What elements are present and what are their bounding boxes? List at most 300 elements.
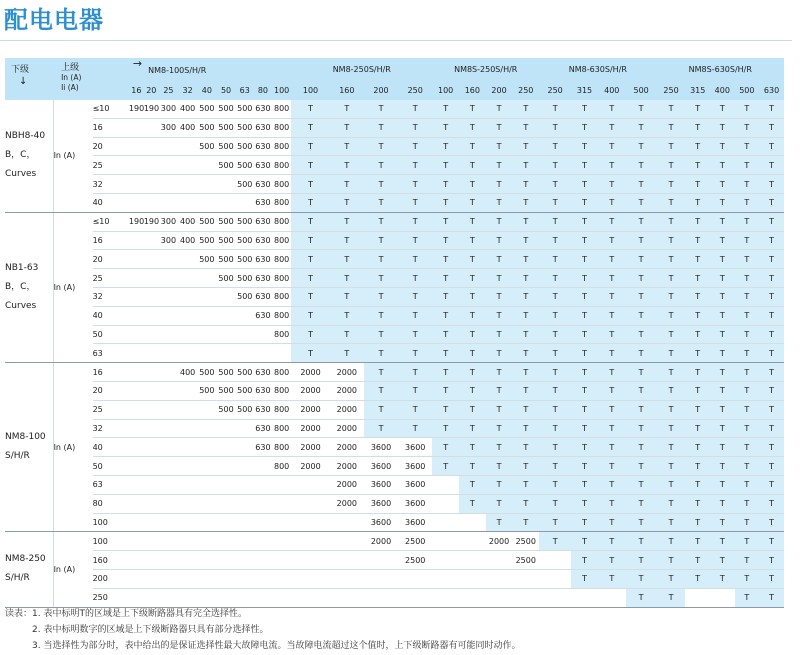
- empty-cell: [129, 494, 144, 513]
- full-selectivity-cell: T: [685, 175, 710, 194]
- full-selectivity-cell: T: [710, 551, 735, 570]
- empty-cell: [144, 193, 159, 212]
- empty-cell: [129, 231, 144, 250]
- full-selectivity-cell: T: [657, 569, 686, 588]
- partial-selectivity-cell: 800: [272, 118, 291, 137]
- empty-cell: [291, 569, 329, 588]
- partial-selectivity-cell: 800: [272, 231, 291, 250]
- full-selectivity-cell: T: [486, 175, 513, 194]
- partial-selectivity-cell: 630: [254, 400, 272, 419]
- full-selectivity-cell: T: [486, 325, 513, 344]
- full-selectivity-cell: T: [432, 118, 459, 137]
- full-selectivity-cell: T: [710, 137, 735, 156]
- full-selectivity-cell: T: [626, 175, 657, 194]
- full-selectivity-cell: T: [398, 306, 432, 325]
- partial-selectivity-cell: 630: [254, 137, 272, 156]
- empty-cell: [272, 344, 291, 363]
- partial-selectivity-cell: 400: [178, 363, 197, 382]
- empty-cell: [512, 569, 539, 588]
- empty-cell: [129, 438, 144, 457]
- full-selectivity-cell: T: [364, 419, 398, 438]
- full-selectivity-cell: T: [512, 381, 539, 400]
- empty-cell: [254, 475, 272, 494]
- table-row: [5, 250, 784, 269]
- full-selectivity-cell: T: [459, 100, 486, 118]
- empty-cell: [216, 175, 235, 194]
- full-selectivity-cell: T: [759, 588, 784, 607]
- partial-selectivity-cell: 3600: [364, 438, 398, 457]
- empty-cell: [144, 457, 159, 476]
- in-unit-label: In (A): [61, 73, 82, 82]
- empty-cell: [364, 551, 398, 570]
- device-name-line: S/H/R: [5, 451, 30, 462]
- full-selectivity-cell: T: [539, 231, 571, 250]
- full-selectivity-cell: T: [539, 363, 571, 382]
- full-selectivity-cell: T: [539, 400, 571, 419]
- empty-cell: [197, 457, 216, 476]
- full-selectivity-cell: T: [710, 438, 735, 457]
- full-selectivity-cell: T: [512, 325, 539, 344]
- full-selectivity-cell: T: [571, 250, 598, 269]
- full-selectivity-cell: T: [598, 137, 626, 156]
- full-selectivity-cell: T: [330, 250, 364, 269]
- full-selectivity-cell: T: [486, 156, 513, 175]
- full-selectivity-cell: T: [626, 156, 657, 175]
- table-row: [5, 325, 784, 344]
- full-selectivity-cell: T: [432, 363, 459, 382]
- rating-header-cell: 160: [464, 85, 480, 95]
- rating-header-cell: 25: [163, 85, 174, 95]
- full-selectivity-cell: T: [626, 344, 657, 363]
- empty-cell: [197, 551, 216, 570]
- full-selectivity-cell: T: [486, 400, 513, 419]
- partial-selectivity-cell: 800: [272, 457, 291, 476]
- full-selectivity-cell: T: [657, 551, 686, 570]
- full-selectivity-cell: T: [512, 231, 539, 250]
- full-selectivity-cell: T: [710, 381, 735, 400]
- device-name-line: NB1-63: [5, 262, 39, 273]
- full-selectivity-cell: T: [330, 344, 364, 363]
- table-row: [5, 513, 784, 532]
- empty-cell: [144, 118, 159, 137]
- device-name-line: S/H/R: [5, 573, 30, 584]
- current-rating-cell: 100: [93, 532, 129, 551]
- rating-header-cell: 250: [663, 85, 679, 95]
- full-selectivity-cell: T: [685, 551, 710, 570]
- full-selectivity-cell: T: [432, 306, 459, 325]
- full-selectivity-cell: T: [486, 193, 513, 212]
- full-selectivity-cell: T: [598, 156, 626, 175]
- current-rating-cell: 25: [93, 400, 129, 419]
- full-selectivity-cell: T: [710, 193, 735, 212]
- full-selectivity-cell: T: [626, 588, 657, 607]
- full-selectivity-cell: T: [398, 118, 432, 137]
- full-selectivity-cell: T: [657, 137, 686, 156]
- empty-cell: [129, 551, 144, 570]
- empty-cell: [432, 494, 459, 513]
- empty-cell: [144, 175, 159, 194]
- empty-cell: [129, 419, 144, 438]
- device-name-cell: [5, 212, 53, 362]
- empty-cell: [144, 532, 159, 551]
- table-row: [5, 193, 784, 212]
- full-selectivity-cell: T: [598, 438, 626, 457]
- empty-cell: [236, 588, 254, 607]
- partial-selectivity-cell: 2000: [291, 457, 329, 476]
- empty-cell: [291, 494, 329, 513]
- full-selectivity-cell: T: [364, 344, 398, 363]
- full-selectivity-cell: T: [291, 231, 329, 250]
- empty-cell: [144, 419, 159, 438]
- full-selectivity-cell: T: [657, 494, 686, 513]
- full-selectivity-cell: T: [539, 306, 571, 325]
- table-row: [5, 156, 784, 175]
- in-unit-label: In (A): [53, 532, 93, 607]
- full-selectivity-cell: T: [486, 250, 513, 269]
- empty-cell: [486, 588, 513, 607]
- full-selectivity-cell: T: [759, 100, 784, 118]
- device-name-line: NM8-100: [5, 432, 46, 443]
- partial-selectivity-cell: 630: [254, 250, 272, 269]
- table-row: [5, 438, 784, 457]
- full-selectivity-cell: T: [735, 269, 760, 288]
- full-selectivity-cell: T: [735, 250, 760, 269]
- full-selectivity-cell: T: [710, 344, 735, 363]
- partial-selectivity-cell: 800: [272, 100, 291, 118]
- full-selectivity-cell: T: [291, 250, 329, 269]
- rating-header-cell: 500: [633, 85, 649, 95]
- empty-cell: [159, 569, 178, 588]
- full-selectivity-cell: T: [486, 363, 513, 382]
- partial-selectivity-cell: 630: [254, 175, 272, 194]
- full-selectivity-cell: T: [759, 175, 784, 194]
- full-selectivity-cell: T: [459, 475, 486, 494]
- ii-unit-label: Ii (A): [61, 83, 79, 92]
- empty-cell: [178, 381, 197, 400]
- full-selectivity-cell: T: [432, 419, 459, 438]
- empty-cell: [178, 400, 197, 419]
- full-selectivity-cell: T: [398, 325, 432, 344]
- full-selectivity-cell: T: [432, 457, 459, 476]
- full-selectivity-cell: T: [539, 193, 571, 212]
- empty-cell: [197, 475, 216, 494]
- empty-cell: [144, 569, 159, 588]
- full-selectivity-cell: T: [735, 457, 760, 476]
- partial-selectivity-cell: 800: [272, 137, 291, 156]
- empty-cell: [144, 475, 159, 494]
- empty-cell: [197, 344, 216, 363]
- empty-cell: [129, 457, 144, 476]
- full-selectivity-cell: T: [626, 569, 657, 588]
- full-selectivity-cell: T: [486, 231, 513, 250]
- table-row: [5, 363, 784, 382]
- partial-selectivity-cell: 500: [216, 269, 235, 288]
- full-selectivity-cell: T: [685, 532, 710, 551]
- empty-cell: [159, 551, 178, 570]
- empty-cell: [178, 137, 197, 156]
- full-selectivity-cell: T: [571, 475, 598, 494]
- full-selectivity-cell: T: [657, 212, 686, 231]
- full-selectivity-cell: T: [364, 193, 398, 212]
- empty-cell: [144, 137, 159, 156]
- partial-selectivity-cell: 630: [254, 306, 272, 325]
- current-rating-cell: 16: [93, 118, 129, 137]
- full-selectivity-cell: T: [626, 325, 657, 344]
- empty-cell: [144, 494, 159, 513]
- full-selectivity-cell: T: [735, 175, 760, 194]
- full-selectivity-cell: T: [657, 193, 686, 212]
- full-selectivity-cell: T: [459, 419, 486, 438]
- full-selectivity-cell: T: [291, 137, 329, 156]
- full-selectivity-cell: T: [512, 400, 539, 419]
- empty-cell: [216, 325, 235, 344]
- empty-cell: [144, 156, 159, 175]
- table-row: [5, 287, 784, 306]
- empty-cell: [512, 588, 539, 607]
- full-selectivity-cell: T: [571, 325, 598, 344]
- empty-cell: [178, 513, 197, 532]
- full-selectivity-cell: T: [735, 306, 760, 325]
- partial-selectivity-cell: 300: [159, 212, 178, 231]
- partial-selectivity-cell: 630: [254, 287, 272, 306]
- empty-cell: [197, 569, 216, 588]
- empty-cell: [129, 363, 144, 382]
- empty-cell: [216, 344, 235, 363]
- empty-cell: [197, 306, 216, 325]
- full-selectivity-cell: T: [598, 193, 626, 212]
- full-selectivity-cell: T: [735, 494, 760, 513]
- empty-cell: [216, 457, 235, 476]
- partial-selectivity-cell: 500: [197, 137, 216, 156]
- partial-selectivity-cell: 500: [236, 381, 254, 400]
- empty-cell: [216, 569, 235, 588]
- full-selectivity-cell: T: [759, 344, 784, 363]
- full-selectivity-cell: T: [598, 457, 626, 476]
- full-selectivity-cell: T: [735, 532, 760, 551]
- partial-selectivity-cell: 2000: [330, 494, 364, 513]
- note-item: 2. 表中标明数字的区域是上下级断路器只具有部分选择性。: [32, 625, 269, 635]
- empty-cell: [178, 551, 197, 570]
- note-row: [5, 606, 520, 622]
- empty-cell: [197, 287, 216, 306]
- full-selectivity-cell: T: [598, 175, 626, 194]
- table-body: [5, 100, 784, 607]
- device-name-line: Curves: [5, 169, 37, 180]
- full-selectivity-cell: T: [759, 475, 784, 494]
- full-selectivity-cell: T: [759, 325, 784, 344]
- empty-cell: [178, 419, 197, 438]
- partial-selectivity-cell: 800: [272, 306, 291, 325]
- empty-cell: [685, 588, 710, 607]
- empty-cell: [197, 269, 216, 288]
- partial-selectivity-cell: 2000: [330, 457, 364, 476]
- full-selectivity-cell: T: [735, 156, 760, 175]
- full-selectivity-cell: T: [512, 250, 539, 269]
- empty-cell: [236, 475, 254, 494]
- empty-cell: [129, 325, 144, 344]
- empty-cell: [330, 588, 364, 607]
- full-selectivity-cell: T: [657, 400, 686, 419]
- current-rating-cell: 25: [93, 156, 129, 175]
- partial-selectivity-cell: 630: [254, 363, 272, 382]
- full-selectivity-cell: T: [626, 118, 657, 137]
- full-selectivity-cell: T: [486, 269, 513, 288]
- partial-selectivity-cell: 800: [272, 438, 291, 457]
- full-selectivity-cell: T: [512, 306, 539, 325]
- full-selectivity-cell: T: [364, 231, 398, 250]
- empty-cell: [144, 381, 159, 400]
- full-selectivity-cell: T: [364, 400, 398, 419]
- partial-selectivity-cell: 400: [178, 212, 197, 231]
- partial-selectivity-cell: 2000: [291, 400, 329, 419]
- empty-cell: [459, 588, 486, 607]
- partial-selectivity-cell: 500: [216, 381, 235, 400]
- rating-header-cell: 100: [302, 85, 319, 95]
- empty-cell: [236, 569, 254, 588]
- partial-selectivity-cell: 800: [272, 400, 291, 419]
- full-selectivity-cell: T: [364, 100, 398, 118]
- empty-cell: [364, 569, 398, 588]
- empty-cell: [486, 551, 513, 570]
- full-selectivity-cell: T: [759, 137, 784, 156]
- full-selectivity-cell: T: [398, 250, 432, 269]
- empty-cell: [236, 438, 254, 457]
- full-selectivity-cell: T: [710, 325, 735, 344]
- empty-cell: [178, 475, 197, 494]
- full-selectivity-cell: T: [598, 569, 626, 588]
- empty-cell: [254, 513, 272, 532]
- full-selectivity-cell: T: [512, 363, 539, 382]
- full-selectivity-cell: T: [539, 438, 571, 457]
- empty-cell: [159, 457, 178, 476]
- current-rating-cell: 32: [93, 175, 129, 194]
- table-row: [5, 137, 784, 156]
- empty-cell: [330, 569, 364, 588]
- full-selectivity-cell: T: [459, 400, 486, 419]
- empty-cell: [254, 569, 272, 588]
- full-selectivity-cell: T: [735, 287, 760, 306]
- full-selectivity-cell: T: [685, 400, 710, 419]
- empty-cell: [571, 588, 598, 607]
- empty-cell: [129, 475, 144, 494]
- full-selectivity-cell: T: [685, 212, 710, 231]
- full-selectivity-cell: T: [432, 100, 459, 118]
- full-selectivity-cell: T: [539, 175, 571, 194]
- empty-cell: [129, 175, 144, 194]
- partial-selectivity-cell: 500: [216, 363, 235, 382]
- full-selectivity-cell: T: [657, 457, 686, 476]
- full-selectivity-cell: T: [432, 438, 459, 457]
- empty-cell: [710, 588, 735, 607]
- empty-cell: [129, 287, 144, 306]
- partial-selectivity-cell: 3600: [364, 494, 398, 513]
- full-selectivity-cell: T: [710, 400, 735, 419]
- full-selectivity-cell: T: [330, 175, 364, 194]
- full-selectivity-cell: T: [685, 193, 710, 212]
- partial-selectivity-cell: 500: [216, 250, 235, 269]
- empty-cell: [197, 513, 216, 532]
- full-selectivity-cell: T: [735, 118, 760, 137]
- full-selectivity-cell: T: [512, 156, 539, 175]
- full-selectivity-cell: T: [571, 457, 598, 476]
- partial-selectivity-cell: 500: [197, 381, 216, 400]
- full-selectivity-cell: T: [735, 325, 760, 344]
- full-selectivity-cell: T: [657, 532, 686, 551]
- full-selectivity-cell: T: [598, 231, 626, 250]
- full-selectivity-cell: T: [735, 193, 760, 212]
- empty-cell: [291, 475, 329, 494]
- empty-cell: [129, 118, 144, 137]
- empty-cell: [129, 400, 144, 419]
- partial-selectivity-cell: 500: [236, 287, 254, 306]
- full-selectivity-cell: T: [398, 175, 432, 194]
- full-selectivity-cell: T: [539, 475, 571, 494]
- full-selectivity-cell: T: [291, 269, 329, 288]
- full-selectivity-cell: T: [291, 212, 329, 231]
- full-selectivity-cell: T: [432, 325, 459, 344]
- full-selectivity-cell: T: [291, 100, 329, 118]
- empty-cell: [459, 569, 486, 588]
- empty-cell: [144, 231, 159, 250]
- full-selectivity-cell: T: [710, 532, 735, 551]
- empty-cell: [539, 569, 571, 588]
- full-selectivity-cell: T: [710, 569, 735, 588]
- full-selectivity-cell: T: [364, 212, 398, 231]
- rating-header-cell: 250: [518, 85, 534, 95]
- full-selectivity-cell: T: [571, 513, 598, 532]
- empty-cell: [144, 325, 159, 344]
- partial-selectivity-cell: 2000: [330, 475, 364, 494]
- partial-selectivity-cell: 400: [178, 118, 197, 137]
- partial-selectivity-cell: 500: [216, 156, 235, 175]
- full-selectivity-cell: T: [459, 118, 486, 137]
- full-selectivity-cell: T: [291, 306, 329, 325]
- full-selectivity-cell: T: [710, 175, 735, 194]
- full-selectivity-cell: T: [571, 193, 598, 212]
- empty-cell: [159, 306, 178, 325]
- full-selectivity-cell: T: [398, 100, 432, 118]
- full-selectivity-cell: T: [459, 325, 486, 344]
- full-selectivity-cell: T: [710, 250, 735, 269]
- full-selectivity-cell: T: [598, 475, 626, 494]
- full-selectivity-cell: T: [685, 250, 710, 269]
- rating-header-cell: 250: [407, 85, 423, 95]
- partial-selectivity-cell: 500: [197, 212, 216, 231]
- full-selectivity-cell: T: [598, 344, 626, 363]
- upper-level-header: [53, 58, 129, 100]
- full-selectivity-cell: T: [598, 250, 626, 269]
- rating-header-cell: 250: [547, 85, 563, 95]
- empty-cell: [330, 532, 364, 551]
- full-selectivity-cell: T: [459, 175, 486, 194]
- full-selectivity-cell: T: [598, 118, 626, 137]
- partial-selectivity-cell: 500: [216, 400, 235, 419]
- partial-selectivity-cell: 630: [254, 269, 272, 288]
- full-selectivity-cell: T: [759, 250, 784, 269]
- full-selectivity-cell: T: [657, 306, 686, 325]
- notes-lead: 读表：: [5, 609, 33, 619]
- empty-cell: [159, 438, 178, 457]
- full-selectivity-cell: T: [330, 193, 364, 212]
- full-selectivity-cell: T: [571, 569, 598, 588]
- rating-header-cell: 200: [491, 85, 507, 95]
- empty-cell: [144, 250, 159, 269]
- note-item: 3. 当选择性为部分时，表中给出的是保证选择性最大故障电流。当故障电流超过这个值时，上下级断路器有可能同时动作。: [32, 641, 521, 651]
- full-selectivity-cell: T: [657, 287, 686, 306]
- empty-cell: [129, 250, 144, 269]
- empty-cell: [598, 588, 626, 607]
- partial-selectivity-cell: 190: [129, 100, 144, 118]
